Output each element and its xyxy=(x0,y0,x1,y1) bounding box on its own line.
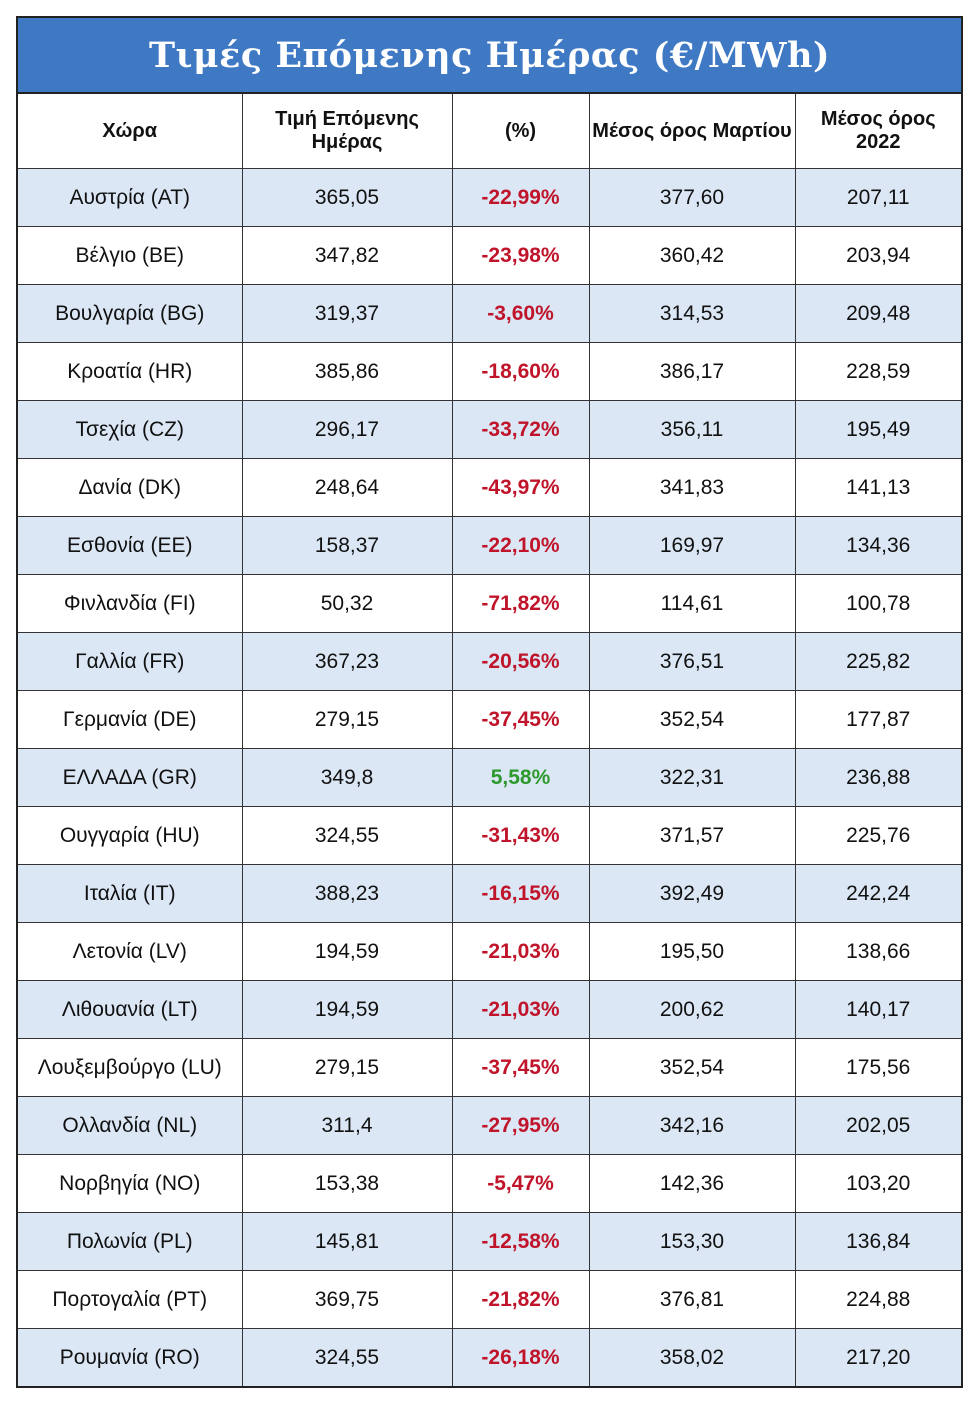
cell-next-day-price: 279,15 xyxy=(242,691,452,749)
cell-march-average: 341,83 xyxy=(589,459,795,517)
cell-country: Ρουμανία (RO) xyxy=(18,1329,242,1387)
cell-percent-change: -21,03% xyxy=(452,981,589,1039)
cell-next-day-price: 367,23 xyxy=(242,633,452,691)
cell-2022-average: 141,13 xyxy=(795,459,961,517)
cell-march-average: 392,49 xyxy=(589,865,795,923)
table-row xyxy=(18,865,961,923)
cell-country: Νορβηγία (NO) xyxy=(18,1155,242,1213)
cell-march-average: 376,81 xyxy=(589,1271,795,1329)
cell-country: Κροατία (HR) xyxy=(18,343,242,401)
table-row xyxy=(18,1155,961,1213)
cell-march-average: 352,54 xyxy=(589,1039,795,1097)
header-country: Χώρα xyxy=(18,94,242,169)
cell-country: Ιταλία (IT) xyxy=(18,865,242,923)
cell-country: Λουξεμβούργο (LU) xyxy=(18,1039,242,1097)
cell-percent-change: -71,82% xyxy=(452,575,589,633)
cell-percent-change: -21,03% xyxy=(452,923,589,981)
cell-march-average: 360,42 xyxy=(589,227,795,285)
cell-next-day-price: 194,59 xyxy=(242,923,452,981)
cell-next-day-price: 194,59 xyxy=(242,981,452,1039)
table-body xyxy=(18,169,961,1387)
cell-percent-change: -43,97% xyxy=(452,459,589,517)
price-table xyxy=(18,94,961,1386)
table-row xyxy=(18,1329,961,1387)
cell-percent-change: -27,95% xyxy=(452,1097,589,1155)
cell-2022-average: 138,66 xyxy=(795,923,961,981)
table-title: Τιμές Επόμενης Ημέρας (€/MWh) xyxy=(18,18,961,94)
cell-2022-average: 202,05 xyxy=(795,1097,961,1155)
table-row xyxy=(18,343,961,401)
header-2022-average: Μέσος όρος 2022 xyxy=(795,94,961,169)
cell-next-day-price: 248,64 xyxy=(242,459,452,517)
cell-march-average: 195,50 xyxy=(589,923,795,981)
cell-march-average: 358,02 xyxy=(589,1329,795,1387)
cell-2022-average: 209,48 xyxy=(795,285,961,343)
cell-next-day-price: 369,75 xyxy=(242,1271,452,1329)
cell-percent-change: -37,45% xyxy=(452,691,589,749)
cell-country: Γαλλία (FR) xyxy=(18,633,242,691)
cell-2022-average: 236,88 xyxy=(795,749,961,807)
cell-march-average: 314,53 xyxy=(589,285,795,343)
cell-country: Ολλανδία (NL) xyxy=(18,1097,242,1155)
price-table-panel xyxy=(16,16,963,1388)
cell-march-average: 377,60 xyxy=(589,169,795,227)
cell-percent-change: -20,56% xyxy=(452,633,589,691)
cell-next-day-price: 365,05 xyxy=(242,169,452,227)
cell-2022-average: 217,20 xyxy=(795,1329,961,1387)
cell-percent-change: -37,45% xyxy=(452,1039,589,1097)
table-row xyxy=(18,575,961,633)
cell-next-day-price: 324,55 xyxy=(242,1329,452,1387)
cell-percent-change: -22,10% xyxy=(452,517,589,575)
cell-percent-change: -23,98% xyxy=(452,227,589,285)
table-row xyxy=(18,633,961,691)
cell-2022-average: 224,88 xyxy=(795,1271,961,1329)
cell-country: Δανία (DK) xyxy=(18,459,242,517)
cell-march-average: 169,97 xyxy=(589,517,795,575)
cell-country: Βουλγαρία (BG) xyxy=(18,285,242,343)
table-row xyxy=(18,923,961,981)
cell-next-day-price: 319,37 xyxy=(242,285,452,343)
cell-next-day-price: 324,55 xyxy=(242,807,452,865)
table-row xyxy=(18,285,961,343)
header-next-day-price: Τιμή Επόμενης Ημέρας xyxy=(242,94,452,169)
cell-percent-change: -26,18% xyxy=(452,1329,589,1387)
table-row xyxy=(18,1097,961,1155)
header-row xyxy=(18,94,961,169)
cell-march-average: 114,61 xyxy=(589,575,795,633)
cell-march-average: 200,62 xyxy=(589,981,795,1039)
cell-country: Λιθουανία (LT) xyxy=(18,981,242,1039)
cell-march-average: 153,30 xyxy=(589,1213,795,1271)
cell-next-day-price: 158,37 xyxy=(242,517,452,575)
cell-march-average: 342,16 xyxy=(589,1097,795,1155)
cell-march-average: 371,57 xyxy=(589,807,795,865)
cell-2022-average: 203,94 xyxy=(795,227,961,285)
header-percent-change: (%) xyxy=(452,94,589,169)
cell-next-day-price: 153,38 xyxy=(242,1155,452,1213)
cell-2022-average: 225,82 xyxy=(795,633,961,691)
cell-2022-average: 134,36 xyxy=(795,517,961,575)
table-row xyxy=(18,1213,961,1271)
cell-country: Λετονία (LV) xyxy=(18,923,242,981)
cell-2022-average: 100,78 xyxy=(795,575,961,633)
cell-next-day-price: 349,8 xyxy=(242,749,452,807)
cell-2022-average: 195,49 xyxy=(795,401,961,459)
cell-percent-change: -31,43% xyxy=(452,807,589,865)
cell-2022-average: 175,56 xyxy=(795,1039,961,1097)
cell-march-average: 356,11 xyxy=(589,401,795,459)
cell-next-day-price: 145,81 xyxy=(242,1213,452,1271)
cell-2022-average: 103,20 xyxy=(795,1155,961,1213)
cell-next-day-price: 296,17 xyxy=(242,401,452,459)
table-row xyxy=(18,981,961,1039)
table-row xyxy=(18,401,961,459)
cell-next-day-price: 279,15 xyxy=(242,1039,452,1097)
table-row xyxy=(18,1271,961,1329)
cell-2022-average: 140,17 xyxy=(795,981,961,1039)
cell-country: Γερμανία (DE) xyxy=(18,691,242,749)
cell-2022-average: 242,24 xyxy=(795,865,961,923)
cell-2022-average: 136,84 xyxy=(795,1213,961,1271)
cell-percent-change: -12,58% xyxy=(452,1213,589,1271)
cell-next-day-price: 385,86 xyxy=(242,343,452,401)
cell-next-day-price: 311,4 xyxy=(242,1097,452,1155)
cell-2022-average: 228,59 xyxy=(795,343,961,401)
cell-country: Τσεχία (CZ) xyxy=(18,401,242,459)
cell-next-day-price: 347,82 xyxy=(242,227,452,285)
cell-country: Πορτογαλία (PT) xyxy=(18,1271,242,1329)
cell-percent-change: -21,82% xyxy=(452,1271,589,1329)
table-row xyxy=(18,169,961,227)
cell-country: ΕΛΛΑΔΑ (GR) xyxy=(18,749,242,807)
cell-country: Ουγγαρία (HU) xyxy=(18,807,242,865)
cell-march-average: 386,17 xyxy=(589,343,795,401)
table-row xyxy=(18,227,961,285)
table-row xyxy=(18,459,961,517)
cell-march-average: 322,31 xyxy=(589,749,795,807)
table-row xyxy=(18,749,961,807)
cell-next-day-price: 388,23 xyxy=(242,865,452,923)
cell-next-day-price: 50,32 xyxy=(242,575,452,633)
cell-percent-change: -22,99% xyxy=(452,169,589,227)
cell-march-average: 142,36 xyxy=(589,1155,795,1213)
cell-percent-change: -18,60% xyxy=(452,343,589,401)
cell-march-average: 352,54 xyxy=(589,691,795,749)
table-row xyxy=(18,807,961,865)
cell-march-average: 376,51 xyxy=(589,633,795,691)
cell-percent-change: 5,58% xyxy=(452,749,589,807)
cell-country: Εσθονία (EE) xyxy=(18,517,242,575)
cell-percent-change: -16,15% xyxy=(452,865,589,923)
table-row xyxy=(18,1039,961,1097)
table-row xyxy=(18,691,961,749)
header-march-average: Μέσος όρος Μαρτίου xyxy=(589,94,795,169)
cell-percent-change: -3,60% xyxy=(452,285,589,343)
cell-country: Αυστρία (AT) xyxy=(18,169,242,227)
cell-2022-average: 225,76 xyxy=(795,807,961,865)
cell-country: Φινλανδία (FI) xyxy=(18,575,242,633)
table-row xyxy=(18,517,961,575)
cell-country: Βέλγιο (BE) xyxy=(18,227,242,285)
cell-percent-change: -33,72% xyxy=(452,401,589,459)
cell-percent-change: -5,47% xyxy=(452,1155,589,1213)
cell-country: Πολωνία (PL) xyxy=(18,1213,242,1271)
cell-2022-average: 177,87 xyxy=(795,691,961,749)
cell-2022-average: 207,11 xyxy=(795,169,961,227)
